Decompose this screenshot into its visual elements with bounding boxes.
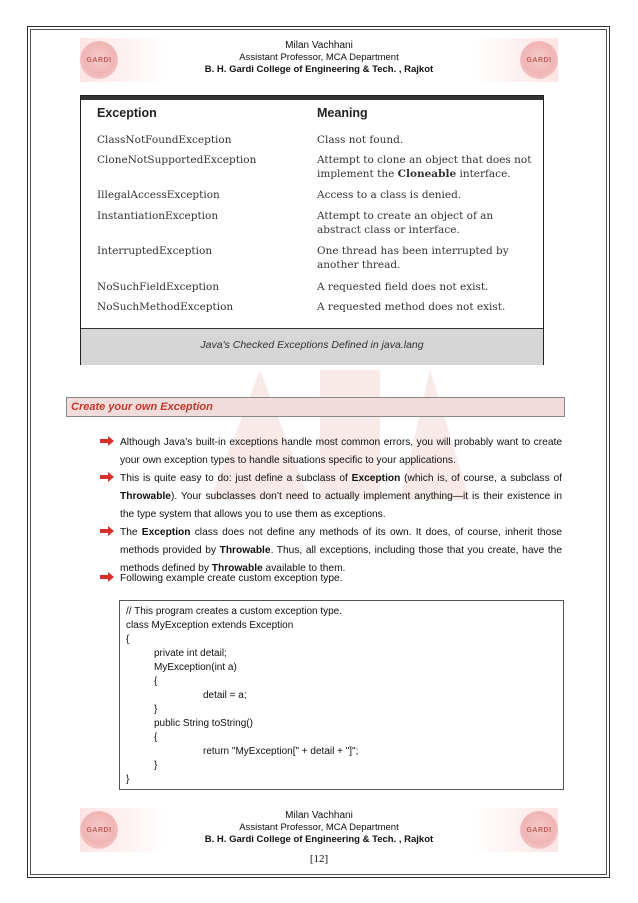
table-caption: Java's Checked Exceptions Defined in java.lang <box>200 339 424 351</box>
exception-name: NoSuchMethodException <box>97 301 234 313</box>
arrow-right-icon <box>100 572 114 582</box>
author-position: Assistant Professor, MCA Department <box>239 822 399 833</box>
exception-meaning: One thread has been interrupted by another thread. <box>317 245 509 271</box>
code-line: return "MyException[" + detail + "]"; <box>203 746 359 757</box>
arrow-right-icon <box>100 526 114 536</box>
code-line: { <box>126 634 130 645</box>
code-line: detail = a; <box>203 690 247 701</box>
code-line: MyException(int a) <box>154 662 237 673</box>
college-logo-icon: GARDI <box>520 811 558 849</box>
page-header <box>80 38 558 82</box>
column-header-exception: Exception <box>97 106 157 120</box>
exception-meaning: Class not found. <box>317 134 404 146</box>
bullet-text: The Exception class does not define any methods of its own. It does, of course, inherit those methods provided by Throwable. Thus, all exceptions, including those that you create, have the methods defined by Throwable available to them. <box>120 527 562 574</box>
bullet-text: This is quite easy to do: just define a subclass of Exception (which is, of course, a subclass of Throwable). Your subclasses don’t need to actually implement anything—it is their existence in the type system that allows you to use them as exceptions. <box>120 473 562 520</box>
author-name: Milan Vachhani <box>285 810 353 821</box>
college-logo-icon: GARDI <box>520 41 558 79</box>
author-position: Assistant Professor, MCA Department <box>239 52 399 63</box>
exception-meaning: Access to a class is denied. <box>317 189 462 201</box>
column-header-meaning: Meaning <box>317 106 368 120</box>
college-name: B. H. Gardi College of Engineering & Tech. , Rajkot <box>204 64 434 75</box>
exception-name: CloneNotSupportedException <box>97 154 257 166</box>
code-line: } <box>154 760 158 771</box>
code-block <box>119 600 564 790</box>
arrow-right-icon <box>100 436 114 446</box>
exception-name: ClassNotFoundException <box>97 134 232 146</box>
exception-name: NoSuchFieldException <box>97 281 220 293</box>
exception-name: IllegalAccessException <box>97 189 220 201</box>
page-footer <box>80 808 558 852</box>
college-logo-icon: GARDI <box>80 811 118 849</box>
code-line: { <box>154 732 158 743</box>
exception-meaning: A requested field does not exist. <box>317 281 489 293</box>
section-title: Create your own Exception <box>66 397 565 417</box>
code-line: { <box>154 676 158 687</box>
arrow-right-icon <box>100 472 114 482</box>
table-caption-bar <box>81 329 543 365</box>
college-logo-icon: GARDI <box>80 41 118 79</box>
code-line: private int detail; <box>154 648 227 659</box>
exception-meaning: Attempt to create an object of an abstract class or interface. <box>317 210 494 236</box>
code-line: } <box>154 704 158 715</box>
exception-meaning: Attempt to clone an object that does not implement the Cloneable interface. <box>317 154 532 180</box>
code-line: } <box>126 774 130 785</box>
exception-name: InstantiationException <box>97 210 219 222</box>
exception-name: InterruptedException <box>97 245 213 257</box>
page-number: [12] <box>309 853 329 865</box>
code-line: class MyException extends Exception <box>126 620 294 631</box>
table-top-bar <box>81 96 543 100</box>
bullet-text: Although Java’s built-in exceptions handle most common errors, you will probably want to create your own exception types to handle situations specific to your applications. <box>120 437 562 466</box>
exception-meaning: A requested method does not exist. <box>317 301 506 313</box>
code-line: // This program creates a custom exception type. <box>126 606 343 617</box>
college-name: B. H. Gardi College of Engineering & Tech. , Rajkot <box>204 834 434 845</box>
code-line: public String toString() <box>154 718 253 729</box>
bullet-text: Following example create custom exception type. <box>120 573 343 584</box>
checked-exceptions-table <box>80 95 544 365</box>
author-name: Milan Vachhani <box>285 40 353 51</box>
